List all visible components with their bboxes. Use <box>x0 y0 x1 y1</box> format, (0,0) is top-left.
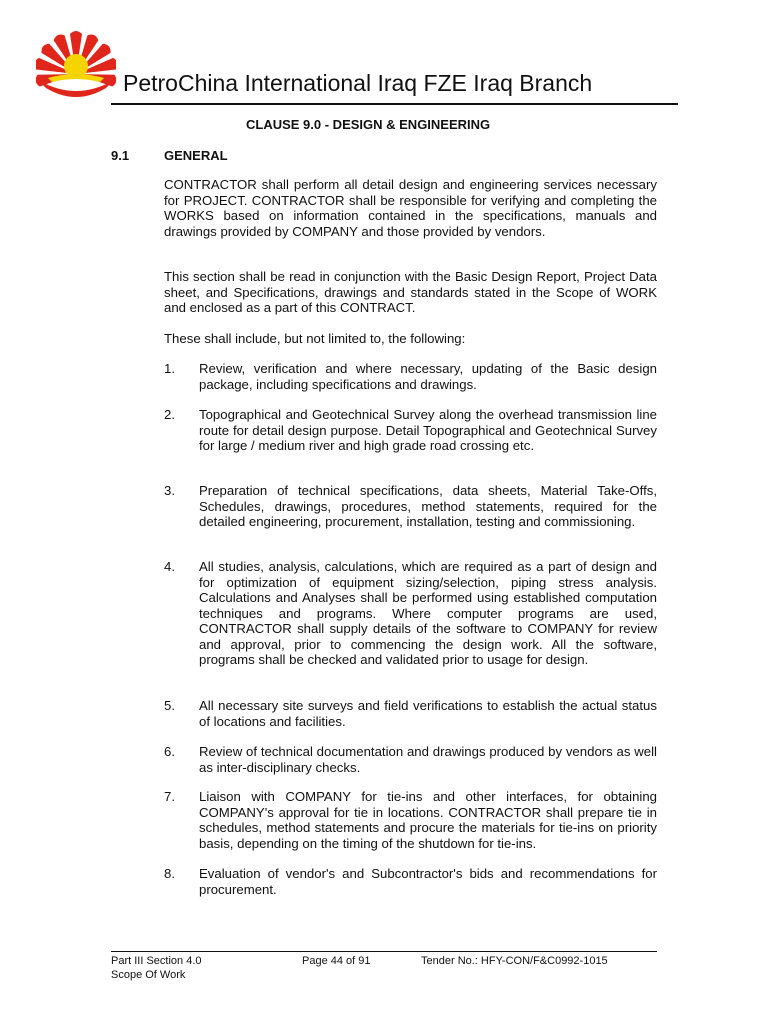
list-item-text: Preparation of technical specifications, data sheets, Material Take-Offs, Schedules, drawings, procedures, method statements, required for the detailed engineering, procurement, installation, testing and commissioning. <box>199 483 657 529</box>
list-item-text: Review, verification and where necessary, updating of the Basic design package, including specifications and drawings. <box>199 361 657 392</box>
footer-scope: Scope Of Work <box>111 969 186 981</box>
list-item-number: 1. <box>164 361 175 376</box>
petrochina-logo-icon <box>36 30 116 102</box>
paragraph: CONTRACTOR shall perform all detail design and engineering services necessary for PROJECT. CONTRACTOR shall be responsible for verifying and completing the WORKS based on information contained in the specifications, manuals and drawings provided by COMPANY and those provided by vendors. <box>164 177 657 239</box>
list-item-text: Evaluation of vendor's and Subcontractor's bids and recommendations for procurement. <box>199 866 657 897</box>
list-item-text: Liaison with COMPANY for tie-ins and other interfaces, for obtaining COMPANY's approval for tie in locations. CONTRACTOR shall prepare tie in schedules, method statements and procure the materials for tie-ins on priority basis, depending on the timing of the shutdown for tie-ins. <box>199 789 657 851</box>
list-item-number: 6. <box>164 744 175 759</box>
footer-divider <box>111 951 657 952</box>
paragraph: These shall include, but not limited to, the following: <box>164 331 466 346</box>
paragraph: This section shall be read in conjunction with the Basic Design Report, Project Data sheet, and Specifications, drawings and standards stated in the Scope of WORK and enclosed as a part of this CONTRACT. <box>164 269 657 315</box>
list-item-number: 4. <box>164 559 175 574</box>
list-item-text: Review of technical documentation and drawings produced by vendors as well as inter-disciplinary checks. <box>199 744 657 775</box>
footer-tender-number: Tender No.: HFY-CON/F&C0992-1015 <box>421 955 608 967</box>
list-item-text: All necessary site surveys and field verifications to establish the actual status of locations and facilities. <box>199 698 657 729</box>
section-number: 9.1 <box>111 148 130 163</box>
list-item-number: 3. <box>164 483 175 498</box>
footer-section: Part III Section 4.0 <box>111 955 202 967</box>
list-item-number: 5. <box>164 698 175 713</box>
list-item-number: 8. <box>164 866 175 881</box>
header-title: PetroChina International Iraq FZE Iraq Branch <box>123 70 593 96</box>
clause-title: CLAUSE 9.0 - DESIGN & ENGINEERING <box>246 117 491 132</box>
footer-page-number: Page 44 of 91 <box>302 955 371 967</box>
list-item-text: Topographical and Geotechnical Survey along the overhead transmission line route for detail design purpose. Detail Topographical and Geotechnical Survey for large / medium river and high grade road crossing etc. <box>199 407 657 453</box>
list-item-number: 7. <box>164 789 175 804</box>
section-title: GENERAL <box>164 148 228 163</box>
header-divider <box>111 103 678 105</box>
list-item-number: 2. <box>164 407 175 422</box>
list-item-text: All studies, analysis, calculations, which are required as a part of design and for optimization of equipment sizing/selection, piping stress analysis. Calculations and Analyses shall be performed using established computation techniques and programs. Where computer programs are used, CONTRACTOR shall supply details of the software to COMPANY for review and approval, prior to commencing the design work. All the software, programs shall be checked and validated prior to usage for design. <box>199 559 657 667</box>
